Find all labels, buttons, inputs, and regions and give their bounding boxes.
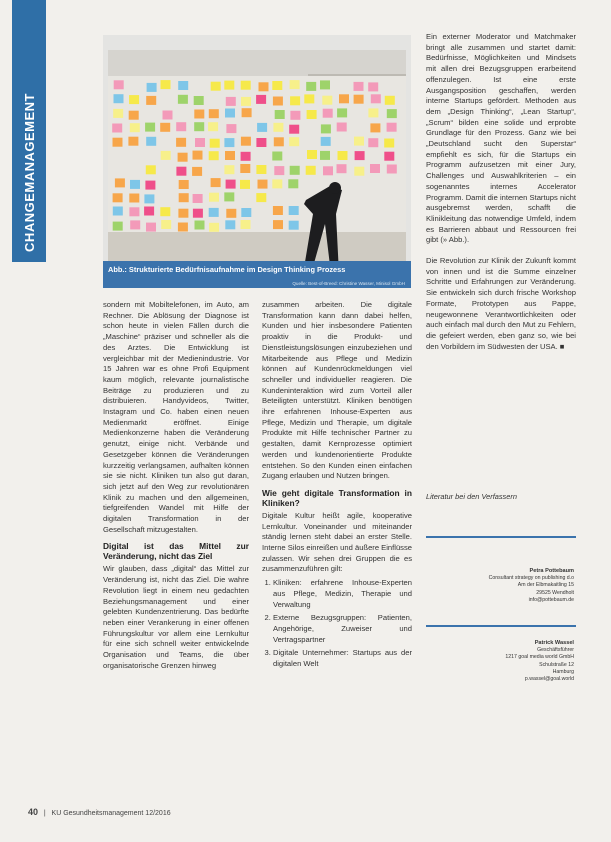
sticky-note	[387, 123, 397, 132]
sticky-note	[224, 81, 234, 90]
sticky-note	[240, 180, 250, 189]
sticky-note	[288, 179, 298, 188]
sticky-note	[256, 95, 266, 104]
sticky-note	[179, 193, 189, 202]
sticky-note	[209, 208, 219, 217]
sticky-note	[161, 80, 171, 89]
sticky-note	[115, 178, 125, 187]
footer-separator: |	[43, 810, 46, 817]
author-line: Schulstraße 12	[539, 661, 574, 668]
paragraph: Wir glauben, dass „digital“ das Mittel zur Veränderung ist, nicht das Ziel. Die wahre Revolution liegt in einem neu gedachten Beziehungsmanagement und einer gelebten Kundenzentrierung. Das bedürfte neben einer Verankerung in einer offenen Führungskultur vor allem eine Lernkultur für eine sich schnell weiter entwickelnde Organisation und Teams, die über organisatorische Grenzen hinweg	[103, 564, 249, 670]
page-number: 40	[28, 807, 39, 817]
list-item: 2. Externe Bezugsgruppen: Patienten, Angehörige, Zuweiser und Vertragspartner	[273, 613, 412, 645]
sticky-note	[209, 223, 219, 232]
author-line: Consultant strategy on publishing d.o	[488, 575, 574, 582]
sticky-note	[194, 110, 204, 119]
sticky-note	[241, 152, 251, 161]
figure-photo	[108, 50, 406, 276]
sticky-note	[225, 220, 235, 229]
sticky-note	[163, 111, 173, 120]
sticky-note	[385, 96, 395, 105]
paragraph: Ein externer Moderator und Matchmaker bringt alle zusammen und startet damit: Bedürfnisse, Möglichkeiten und Mindsets mit allen drei Bezugsgruppen erarbeitend offenzulegen. Ist eine erste Ausgangsposition geschaffen, werden interne Startups gefördert. Methoden aus dem „Design Thinking“, „Lean Startup“, „Scrum“ bilden eine solide und erprobte Grundlage für den Prozess. Ganz wie bei „Deutschland sucht den Superstar“ empfiehlt es sich, für die Startups ein Programm aufzusetzen mit einer Jury, Challenges und Auswahlkriterien – ein sogenanntes internes Accelerator Programm. Damit die internen Startups nicht ausgebremst werden, schafft die Klinikleitung das notwendige Umfeld, indem es Barrieren abbaut und Ressourcen frei gibt (» Abb.).	[426, 32, 576, 245]
column-left	[103, 300, 249, 672]
sticky-note	[178, 95, 188, 104]
sticky-note	[129, 111, 139, 120]
author-email: info@pottebaum.de	[528, 596, 574, 603]
sticky-note	[256, 165, 266, 174]
figure-credit: Quelle: Best-of-Breed: Christine Wasser, Minisol GmbH	[292, 281, 405, 286]
sticky-note	[114, 94, 124, 103]
sticky-note	[321, 137, 331, 146]
sticky-note	[323, 109, 333, 118]
sticky-note	[224, 192, 234, 201]
sticky-note	[195, 138, 205, 147]
sticky-note	[114, 80, 124, 89]
section-label: CHANGEMANAGEMENT	[21, 93, 37, 252]
sticky-note	[176, 122, 186, 131]
sticky-note	[146, 137, 156, 146]
sticky-note	[193, 209, 203, 218]
sticky-note	[307, 150, 317, 159]
sticky-note	[112, 124, 122, 133]
sticky-note	[161, 151, 171, 160]
sticky-note	[178, 153, 188, 162]
sticky-note	[306, 82, 316, 91]
sticky-note	[226, 180, 236, 189]
sticky-note	[338, 151, 348, 160]
subheading: Wie geht digitale Transformation in Kliniken?	[262, 487, 412, 508]
sticky-note	[337, 164, 347, 173]
sticky-note	[211, 82, 221, 91]
sticky-note	[241, 137, 251, 146]
sticky-note	[241, 208, 251, 217]
sticky-note	[192, 167, 202, 176]
sticky-note	[290, 111, 300, 120]
sticky-note	[290, 96, 300, 105]
author-line: Am der Elbmakaitling 15	[517, 582, 574, 589]
footer-publication: KU Gesundheitsmanagement 12/2016	[51, 810, 171, 817]
sticky-note	[387, 165, 397, 174]
author-bio	[440, 640, 574, 683]
sticky-note	[195, 221, 205, 230]
sticky-note	[240, 164, 250, 173]
sticky-note	[273, 97, 283, 106]
author-divider	[426, 536, 576, 538]
author-divider	[426, 625, 576, 627]
sticky-note	[224, 138, 234, 147]
sticky-note	[323, 166, 333, 175]
sticky-note	[144, 194, 154, 203]
references-note: Literatur bei den Verfassern	[426, 492, 517, 501]
sticky-note	[113, 207, 123, 216]
page-footer	[28, 807, 171, 817]
sticky-note	[113, 193, 123, 202]
figure-caption-bar	[103, 261, 411, 288]
sticky-note	[179, 180, 189, 189]
sticky-note	[368, 138, 378, 147]
sticky-note	[321, 124, 331, 133]
sticky-note	[304, 94, 314, 103]
sticky-note	[178, 223, 188, 232]
sticky-note	[130, 123, 140, 132]
sticky-note	[273, 206, 283, 215]
author-line: 1217 goal media world GmbH	[505, 654, 574, 661]
sticky-note	[129, 207, 139, 216]
sticky-note	[113, 109, 123, 118]
sticky-note	[320, 151, 330, 160]
sticky-note	[128, 137, 138, 146]
sticky-note	[146, 96, 156, 105]
sticky-note	[194, 122, 204, 131]
sticky-note	[290, 166, 300, 175]
sticky-note	[225, 151, 235, 160]
sticky-note	[129, 95, 139, 104]
sticky-note	[160, 207, 170, 216]
sticky-note	[209, 109, 219, 118]
author-line: Hamburg	[552, 668, 574, 675]
sticky-note	[354, 167, 364, 176]
sticky-note	[147, 83, 157, 92]
sticky-note	[208, 122, 218, 131]
sticky-note	[226, 124, 236, 133]
group-list	[262, 578, 412, 670]
sticky-note	[256, 138, 266, 147]
sticky-note	[274, 137, 284, 146]
figure-caption: Abb.: Strukturierte Bedürfnisaufnahme im Design Thinking Prozess	[108, 265, 346, 274]
sticky-note	[241, 97, 251, 106]
sticky-note	[129, 194, 139, 203]
sticky-note	[307, 110, 317, 119]
sticky-note	[354, 82, 364, 91]
sticky-note	[113, 138, 123, 147]
sticky-note	[272, 152, 282, 161]
sticky-note	[289, 137, 299, 146]
sticky-note	[289, 125, 299, 134]
sticky-note	[274, 166, 284, 175]
author-email: p.wassel@goal.world	[524, 676, 574, 683]
author-line: Geschäftsführer	[537, 647, 574, 654]
sticky-note	[130, 180, 140, 189]
sticky-note	[273, 220, 283, 229]
sticky-note	[226, 97, 236, 106]
figure	[103, 35, 411, 288]
sticky-note	[161, 220, 171, 229]
sticky-note	[272, 179, 282, 188]
sticky-note	[210, 139, 220, 148]
sticky-note	[225, 109, 235, 118]
sticky-note	[259, 82, 269, 91]
sticky-note	[370, 123, 380, 132]
sticky-note	[241, 81, 251, 90]
list-item: 1. Kliniken: erfahrene Inhouse-Experten aus Pflege, Medizin, Therapie und Verwaltung	[273, 578, 412, 610]
sticky-note	[337, 123, 347, 132]
sticky-note	[176, 138, 186, 147]
subheading: Digital ist das Mittel zur Veränderung, nicht das Ziel	[103, 541, 249, 562]
sticky-note	[146, 223, 156, 232]
author-name: Patrick Wassel	[534, 640, 574, 646]
sticky-note	[194, 96, 204, 105]
sticky-note	[178, 209, 188, 218]
sticky-note	[257, 123, 267, 132]
author-name: Petra Pottebaum	[529, 568, 574, 574]
sticky-note	[242, 108, 252, 117]
sticky-note	[290, 80, 300, 89]
sticky-note	[178, 81, 188, 90]
sticky-note	[256, 193, 266, 202]
sticky-note	[289, 221, 299, 230]
section-sidebar	[12, 0, 46, 262]
sticky-note	[355, 151, 365, 160]
sticky-note	[337, 108, 347, 117]
list-item: 3. Digitale Unternehmer: Startups aus der digitalen Welt	[273, 648, 412, 669]
sticky-note	[176, 167, 186, 176]
sticky-note	[289, 206, 299, 215]
sticky-note	[224, 165, 234, 174]
sticky-note	[273, 123, 283, 132]
paragraph: Digitale Kultur heißt agile, kooperative Lernkultur. Voneinander und miteinander ständig lernen steht dabei an erster Stelle. Interne Silos einreißen und äußere Einflüsse zulassen. Wir sehen drei Gruppen die es zusammenzuführen gilt:	[262, 510, 412, 574]
sticky-note	[275, 110, 285, 119]
sticky-note	[160, 123, 170, 132]
sticky-note	[211, 178, 221, 187]
paragraph: Die Revolution zur Klinik der Zukunft kommt von innen und ist die Summe einzelner Schritte und Erfahrungen zur Veränderung. Sie entwickeln sich durch frische Workshop Formate, Prototypen aus Pappe, neugewonnene Verantwortlichkeiten oder auch einfach mal durch den Mut zu Fehlern, die gefeiert werden, eben ganz so, wie bei den Vorbildern im Südwesten der USA. ■	[426, 256, 576, 351]
paragraph: zusammen arbeiten. Die digitale Transformation kann dann dabei helfen, Kunden und hier insbesondere Patienten proaktiv in die Produkt- und Dienstleistungslösungen einzubeziehen und Mitarbeitende aus Pflege und Medizin können auf Kundenrückmeldungen viel schneller und individueller reagieren. Die Kundeninteraktion wird zum Vorteil aller Beteiligten unterstützt. Kliniken benötigen ihre erfahrenen Inhouse-Experten aus Pflege, Medizin und Therapie, um digitale Produkte mit Hilfe technischer Partner zu gestalten, damit Kernprozesse optimiert werden und kundenorientierte Produkte entstehen. So den Kunden einen einfachen Zugang erlauben und Nutzen bringen.	[262, 300, 412, 481]
sticky-note	[354, 95, 364, 104]
sticky-note	[370, 164, 380, 173]
column-middle	[262, 300, 412, 673]
sticky-note	[368, 82, 378, 91]
sticky-note	[145, 181, 155, 190]
sticky-note	[258, 180, 268, 189]
sticky-note	[209, 151, 219, 160]
sticky-note	[193, 194, 203, 203]
sticky-note	[368, 108, 378, 117]
author-line: 29525 Wendholt	[536, 589, 574, 596]
sticky-note	[209, 193, 219, 202]
sticky-note	[306, 166, 316, 175]
sticky-note	[146, 165, 156, 174]
sticky-note	[384, 139, 394, 148]
sticky-note	[384, 152, 394, 161]
sticky-note	[113, 222, 123, 231]
sticky-note	[241, 220, 251, 229]
sticky-note	[145, 123, 155, 132]
author-bio	[440, 568, 574, 604]
sticky-note	[371, 94, 381, 103]
sticky-note	[339, 94, 349, 103]
sticky-note	[130, 220, 140, 229]
sticky-note	[354, 137, 364, 146]
sticky-note	[226, 209, 236, 218]
sticky-note	[387, 109, 397, 118]
column-right-top	[426, 32, 576, 352]
sticky-note	[320, 80, 330, 89]
sticky-note	[193, 151, 203, 160]
sticky-note	[144, 207, 154, 216]
sticky-note	[272, 81, 282, 90]
sticky-note	[322, 96, 332, 105]
paragraph: sondern mit Mobiltelefonen, im Auto, am Rechner. Die Ablösung der Diagnose ist schon heute in vielen Fällen durch die „Maschine“ präziser und schneller als die des Arztes. Die Entwicklung ist vergleichbar mit der Medienindustrie. Vor 15 Jahren war es ohne Profi Equipment kaum möglich, relevante journalistische Beiträge zu produzieren und zu distribuieren. Handyvideos, Twitter, Instagram und Co. haben einen neuen Medienmarkt eröffnet. Einige Medienkonzerne haben die Veränderung genutzt, einige nicht. Verbände und Gesetzgeber können die Veränderungen kurzzeitig verlangsamen, aufhalten können sie sie nicht. Kliniken tun also gut daran, sich jetzt auf den Weg zur revolutionären Klinik zu machen und den allgemeinen, tiefgreifenden Wandel mit Hilfe der digitalen Transformation in der Gesellschaft mitzugestalten.	[103, 300, 249, 534]
